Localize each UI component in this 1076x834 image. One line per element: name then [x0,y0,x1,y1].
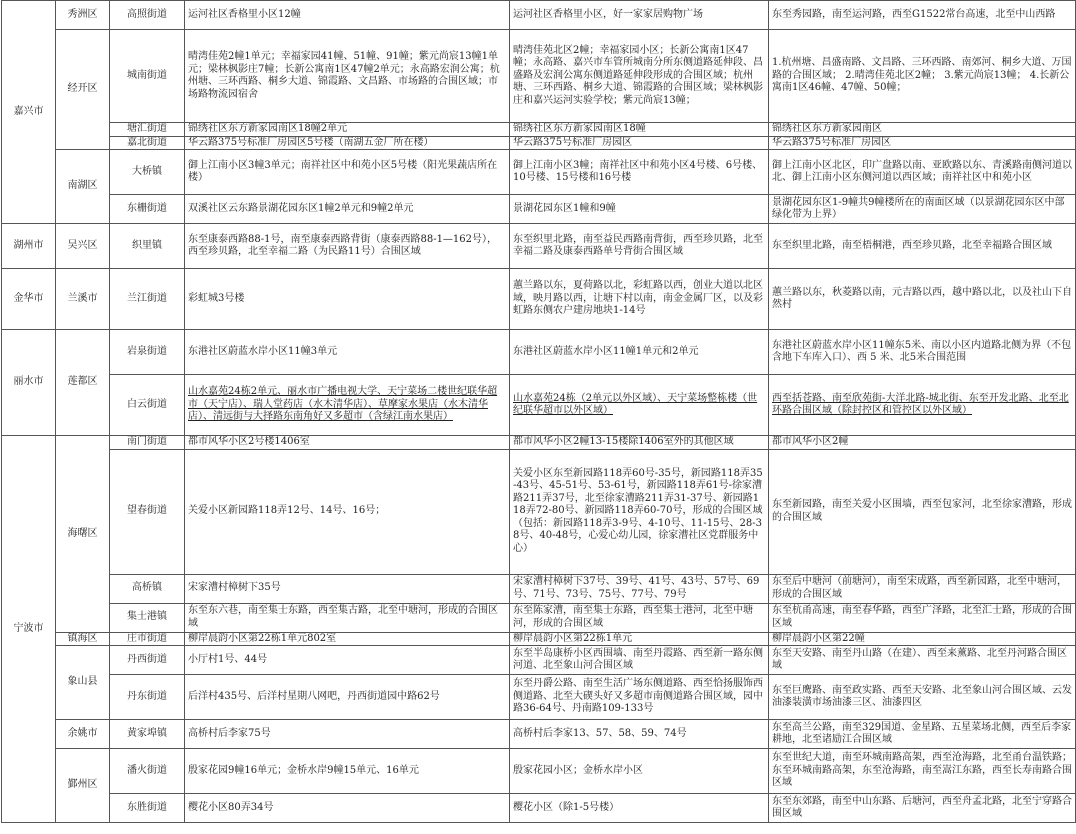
prevention-area-cell: 东至杭甬高速，南至春华路，西至广泽路，北至汇士路，形成的合围区域 [769,603,1076,632]
affected-area-cell: 高桥村后李家75号 [185,720,510,749]
prevention-area-cell: 东至高兰公路，南至329国道、金星路、五星菜场北侧，西至后李家耕地，北至诸励江合围区域 [769,720,1076,749]
street-cell: 潘火街道 [110,749,185,794]
street-cell: 南门街道 [110,436,185,450]
street-cell: 丹西街道 [110,646,185,675]
table-row [2,195,1076,224]
table-row [2,749,1076,794]
table-row [2,646,1076,675]
control-area-cell: 宋家漕村樟树下37号、39号、41号、43号、57号、69号、71号、73号、75号、77号、79号 [510,574,769,603]
table-row [2,436,1076,450]
city-cell: 丽水市 [2,330,56,436]
prevention-area-cell: 东至新园路，南至关爱小区围墙，西至包家河，北至徐家漕路，形成的合围区域 [769,449,1076,574]
table-row [2,150,1076,195]
city-cell: 宁波市 [2,436,56,823]
control-area-cell: 殷家花园小区；金桥水岸小区 [510,749,769,794]
street-cell: 丹东街道 [110,675,185,720]
control-area-cell: 华云路375号标准厂房园区 [510,136,769,150]
affected-area-cell: 宋家漕村樟树下35号 [185,574,510,603]
affected-area-cell: 柳岸晨韵小区第22栋1单元802室 [185,632,510,646]
control-area-cell: 山水嘉苑24栋（2单元以外区域）、天宁菜场整栋楼（世纪联华超市以外区域） [510,375,769,436]
affected-area-cell: 御上江南小区3幢3单元；南祥社区中和苑小区5号楼（阳光果蔬店所在楼） [185,150,510,195]
prevention-area-cell: 蕙兰路以东，秋菱路以南，元吉路以西，越中路以北，以及社山下自然村 [769,269,1076,330]
table-row [2,30,1076,123]
control-area-cell: 晴湾佳苑北区2幢；幸福家园小区；长新公寓南1区47幢；永高路、嘉兴市车管所城南分所东侧道路延伸段、昌盛路及宏润公寓东侧道路延伸段形成的合围区域；杭州塘、三环西路、桐乡大道、锦霞路的合围区域；梁林枫影庄和嘉兴运河实验学校；紫元尚宸13幢； [510,30,769,123]
control-area-cell: 蕙兰路以东，夏荷路以北，彩虹路以西，创业大道以北区域，映月路以西，让塘下村以南，南金金属厂区，以及彩虹路东侧农户建房地块1-14号 [510,269,769,330]
street-cell: 城南街道 [110,30,185,123]
control-area-cell: 东港社区蔚蓝水岸小区11幢1单元和2单元 [510,330,769,375]
affected-area-cell: 东港社区蔚蓝水岸小区11幢3单元 [185,330,510,375]
control-area-cell: 东至半岛康桥小区西围墙、南至丹霞路、西至新一路东侧河道、北至象山河合围区域 [510,646,769,675]
street-cell: 高照街道 [110,1,185,30]
street-cell: 高桥镇 [110,574,185,603]
control-area-cell: 高桥村后李家13、57、58、59、74号 [510,720,769,749]
control-area-cell: 东至陈家漕，南至集士东路，西至集士港河，北至中塘河，形成的合围区域 [510,603,769,632]
affected-area-cell: 殷家花园9幢16单元；金桥水岸9幢15单元、16单元 [185,749,510,794]
affected-area-cell: 东至康泰西路88-1号，南至康泰西路背街（康泰西路88-1—162号），西至珍贝路，北至幸福二路（为民路11号）合围区域 [185,224,510,269]
city-cell: 湖州市 [2,224,56,269]
control-area-cell: 运河社区香格里小区，好一家家居购物广场 [510,1,769,30]
street-cell: 嘉北街道 [110,136,185,150]
district-cell: 吴兴区 [56,224,110,269]
prevention-area-cell: 锦绣社区东方新家园南区 [769,123,1076,137]
street-cell: 白云街道 [110,375,185,436]
table-row [2,794,1076,823]
prevention-area-cell: 东至秀园路，南至运河路，西至G1522常台高速，北至中山西路 [769,1,1076,30]
prevention-area-cell: 东至后中塘河（前塘河），南至宋成路，西至新园路，北至中塘河，形成的合围区域 [769,574,1076,603]
district-cell: 兰溪市 [56,269,110,330]
table-row [2,574,1076,603]
affected-area-cell: 东至东六巷，南至集士东路，西至集古路，北至中塘河，形成的合围区域 [185,603,510,632]
prevention-area-cell: 都市风华小区2幢 [769,436,1076,450]
prevention-area-cell: 柳岸晨韵小区第22幢 [769,632,1076,646]
table-row [2,123,1076,137]
street-cell: 岩泉街道 [110,330,185,375]
table-row [2,136,1076,150]
table-row [2,675,1076,720]
control-area-cell: 东至织里北路，南至益民西路南背街，西至珍贝路，北至幸福二路及康泰西路单号背街合围区域 [510,224,769,269]
street-cell: 黄家埠镇 [110,720,185,749]
prevention-area-cell: 西至括苍路、南至欣苑街-大洋北路-城北街、东至开发北路、北至北环路合围区域（除封控区和管控区以外区域） [769,375,1076,436]
prevention-area-cell: 景湖花园东区1-9幢共9幢楼所在的南面区域（以景湖花园东区中部绿化带为上界） [769,195,1076,224]
prevention-area-cell: 东至世纪大道，南至环城南路高架，西至沧海路，北至甬台温铁路；东至环城南路高架，东至沧海路，南至嵩江东路，西至长寿南路合围区域 [769,749,1076,794]
affected-area-cell: 樱花小区80弄34号 [185,794,510,823]
table-row [2,720,1076,749]
prevention-area-cell: 东至巨鹰路、南至政实路、西至天安路、北至象山河合围区域、云发油漆装潢市场油漆三区、油漆四区 [769,675,1076,720]
street-cell: 东栅街道 [110,195,185,224]
street-cell: 大桥镇 [110,150,185,195]
affected-area-cell: 山水嘉苑24栋2单元、丽水市广播电视大学、天宁菜场二楼世纪联华超市（天宁店）、瑞人堂药店（水木清华店）、草摩家水果店（水木清华店）、清远街与大择路东南角好又多超市（含绿江南水果店） [185,375,510,436]
affected-area-cell: 后洋村435号、后洋村星期八网吧，丹西街道园中路62号 [185,675,510,720]
district-cell: 海曙区 [56,436,110,633]
prevention-area-cell: 东至东郊路，南至中山东路、后塘河，西至舟孟北路，北至宁穿路合围区域 [769,794,1076,823]
table-body [2,1,1076,823]
prevention-area-cell: 东至织里北路，南至梧桐港，西至珍贝路，北至幸福路合围区域 [769,224,1076,269]
affected-area-cell: 锦绣社区东方新家园南区18幢2单元 [185,123,510,137]
control-area-cell: 柳岸晨韵小区第22栋1单元 [510,632,769,646]
table-row [2,603,1076,632]
district-cell: 莲都区 [56,330,110,436]
street-cell: 织里镇 [110,224,185,269]
control-area-cell: 锦绣社区东方新家园南区18幢 [510,123,769,137]
affected-area-cell: 晴湾佳苑2幢1单元；幸福家园41幢、51幢、91幢；紫元尚宸13幢1单元；梁林枫影庄7幢；长新公寓南1区47幢2单元；永高路宏润公寓；杭州塘、三环西路、桐乡大道、锦霞路、文昌路、市场路的合围区域；市场路物流园宿舍 [185,30,510,123]
control-area-cell: 景湖花园东区1幢和9幢 [510,195,769,224]
affected-area-cell: 都市风华小区2号楼1406室 [185,436,510,450]
prevention-area-cell: 东至天安路、南至丹山路（在建）、西至来薰路、北至丹河路合围区域 [769,646,1076,675]
table-row [2,449,1076,574]
city-cell: 金华市 [2,269,56,330]
table-row [2,330,1076,375]
district-cell: 鄞州区 [56,749,110,823]
table-row [2,1,1076,30]
table-row [2,375,1076,436]
control-area-cell: 关爱小区东至新园路118弄60号-35号，新园路118弄35-43号、45-51号、53-61号，新园路118弄61号-徐家漕路211弄37号，北至徐家漕路211弄31-37号、新园路118弄72-80号、新园路118弄60-70号，形成的合围区域（包括：新园路118弄3-9号、4-10号、11-15号、28-38号、40-48号，心爱心幼儿园，徐家漕社区党群服务中心） [510,449,769,574]
city-cell: 嘉兴市 [2,1,56,224]
control-area-cell: 御上江南小区3幢；南祥社区中和苑小区4号楼、6号楼、10号楼、15号楼和16号楼 [510,150,769,195]
street-cell: 塘汇街道 [110,123,185,137]
district-cell: 余姚市 [56,720,110,749]
table-row [2,632,1076,646]
prevention-area-cell: 御上江南小区北区，印广盘路以南、亚欧路以东、青溪路南侧河道以北、御上江南小区东侧河道以西区域；南祥社区中和苑小区 [769,150,1076,195]
street-cell: 望春街道 [110,449,185,574]
prevention-area-cell: 东港社区蔚蓝水岸小区11幢东5米、南以小区内道路北侧为界（不包含地下车库入口）、西 5 米、北5米合围范围 [769,330,1076,375]
affected-area-cell: 彩虹城3号楼 [185,269,510,330]
street-cell: 兰江街道 [110,269,185,330]
prevention-area-cell: 华云路375号标准厂房园区 [769,136,1076,150]
affected-area-cell: 运河社区香格里小区12幢 [185,1,510,30]
street-cell: 集士港镇 [110,603,185,632]
control-area-cell: 都市风华小区2幢13-15楼除1406室外的其他区域 [510,436,769,450]
affected-area-cell: 关爱小区新园路118弄12号、14号、16号； [185,449,510,574]
prevention-area-cell: 1.杭州塘、昌盛南路、文昌路、三环西路、南郊河、桐乡大道、万国路的合围区域； 2.晴湾佳苑北区2幢； 3.紫元尚宸13幢； 4.长新公寓南1区46幢、47幢、50幢； [769,30,1076,123]
data-table [1,0,1076,823]
district-cell: 象山县 [56,646,110,720]
affected-area-cell: 华云路375号标准厂房园区5号楼（南湖五金厂所在楼） [185,136,510,150]
district-cell: 经开区 [56,30,110,150]
district-cell: 秀洲区 [56,1,110,30]
street-cell: 庄市街道 [110,632,185,646]
table-row [2,269,1076,330]
control-area-cell: 樱花小区（除1-5号楼） [510,794,769,823]
control-area-cell: 东至丹爵公路、南至生活广场东侧道路、西至恰扬服饰西侧道路、北至大碶头好又多超市南侧道路合围区域，园中路36-64号、丹南路109-133号 [510,675,769,720]
street-cell: 东胜街道 [110,794,185,823]
affected-area-cell: 小厅村1号、44号 [185,646,510,675]
district-cell: 镇海区 [56,632,110,646]
table-row [2,224,1076,269]
district-cell: 南湖区 [56,150,110,224]
affected-area-cell: 双溪社区云东路景湖花园东区1幢2单元和9幢2单元 [185,195,510,224]
